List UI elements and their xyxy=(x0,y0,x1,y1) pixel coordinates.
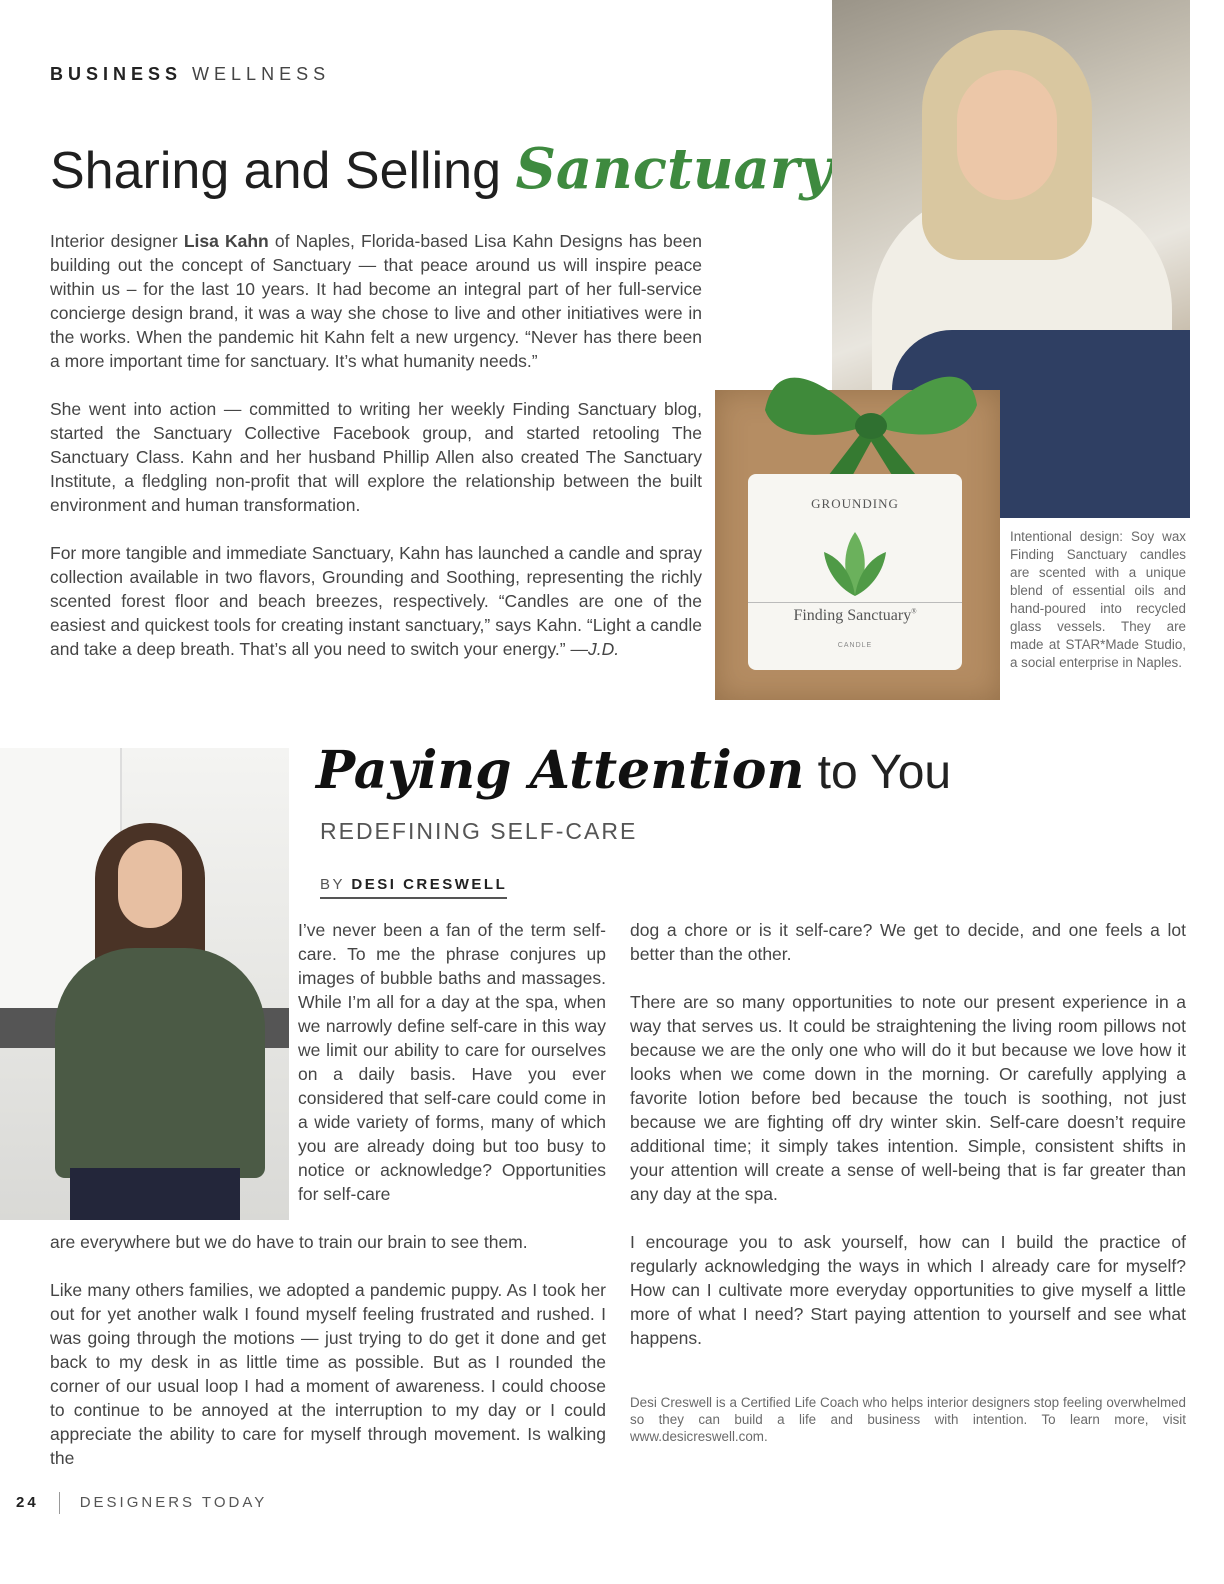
article2-paragraph-2: Like many others families, we adopted a pandemic puppy. As I took her out for yet another walk I found myself feeling frustrated and rushed. I was going through the motions — just trying to do get it done and get back to my desk in as little time as possible. But as I rounded the corner of our usual loop I had a moment of awareness. I could choose to continue to be annoyed at the interruption to my day or I could appreciate the ability to care for myself through movement. Is walking the xyxy=(50,1280,606,1468)
article2-title-script: Paying Attention xyxy=(316,740,805,801)
photo2-face xyxy=(118,840,182,928)
article2-col1-text xyxy=(50,1230,606,1494)
byline-prefix: BY xyxy=(320,876,352,893)
section-kicker xyxy=(50,64,330,85)
photo2-sweater xyxy=(55,948,265,1178)
candle-box-label xyxy=(748,474,962,670)
kicker-light: WELLNESS xyxy=(192,64,331,84)
footer-divider xyxy=(59,1492,60,1514)
article2-title-plain: to You xyxy=(804,746,952,799)
article2-paragraph-5: I encourage you to ask yourself, how can I build the practice of regularly acknowledging the ways in which I already care for myself? How can I cultivate more everyday opportunities to give myself a little more of what I need? Start paying attention to yourself and see what happens. xyxy=(630,1232,1186,1348)
byline-author: DESI CRESWELL xyxy=(351,876,508,893)
photo2-pants xyxy=(70,1168,240,1220)
photo-face xyxy=(957,70,1057,200)
author-bio: Desi Creswell is a Certified Life Coach who helps interior designers stop feeling overwhelmed so they can build a life and business with intention. To learn more, visit www.desicreswell.com. xyxy=(630,1395,1186,1444)
article2-byline xyxy=(320,876,507,899)
article2-paragraph-1-start: I’ve never been a fan of the term self-care. To me the phrase conjures up images of bubble baths and massages. While I’m all for a day at the spa, when we narrowly define self-care in this way we limit our ability to care for ourselves on a daily basis. Have you ever considered that self-care could come in a wide variety of forms, many of which you are already doing but too busy to notice or acknowledge? Opportunities for self-care xyxy=(298,920,606,1204)
article1-p1-name: Lisa Kahn xyxy=(183,231,269,251)
candle-box-photo xyxy=(715,390,1000,700)
article1-title-script: Sanctuary xyxy=(515,136,832,202)
article1-p3-text: For more tangible and immediate Sanctuary, Kahn has launched a candle and spray collection available in two flavors, Grounding and Soothing, representing the richly scented forest floor and beach breezes, respectively. “Candles are one of the easiest and quickest tools for creating instant sanctuary,” says Kahn. “Light a candle and take a deep breath. That’s all you need to switch your energy.” xyxy=(50,543,702,659)
label-registered-mark: ® xyxy=(911,607,917,616)
kicker-bold: BUSINESS xyxy=(50,64,183,84)
label-grounding: GROUNDING xyxy=(811,496,899,511)
article1-title-plain: Sharing and Selling xyxy=(50,142,516,200)
article2-col1-wrap-text xyxy=(298,918,606,1206)
photo-caption: Intentional design: Soy wax Finding Sanctuary candles are scented with a unique blend of essential oils and hand-poured into recycled glass vessels. They are made at STAR*Made Studio, a social enterprise in Naples. xyxy=(1010,529,1186,670)
label-brand-text: Finding Sanctuary xyxy=(793,607,912,624)
article2-subhead: REDEFINING SELF-CARE xyxy=(320,818,638,844)
article1-p1-text-b: of Naples, Florida-based Lisa Kahn Designs has been building out the concept of Sanctuary — that peace around us will inspire peace within us – for the last 10 years. It had become an integral part of her full-service concierge design brand, it was a way she chose to live and other initiatives were in the works. When the pandemic hit Kahn felt a new urgency. “Never has there been a more important time for sanctuary. It’s what humanity needs.” xyxy=(50,231,702,371)
article2-paragraph-1-end: are everywhere but we do have to train our brain to see them. xyxy=(50,1232,528,1252)
green-ribbon-bow xyxy=(755,330,985,480)
article2-paragraph-3: dog a chore or is it self-care? We get to decide, and one feels a lot better than the other. xyxy=(630,920,1186,964)
article1-paragraph-3 xyxy=(50,541,702,661)
article2-paragraph-4: There are so many opportunities to note our present experience in a way that serves us. It could be straightening the living room pillows not because we are the only one who will do it but because we love how it looks when we come down in the morning. Or carefully applying a favorite lotion before bed because the touch is soothing, not just because we are fighting off dry winter skin. Self-care doesn’t require additional time; it simply takes intention. Simple, consistent shifts in your attention will create a sense of well-being that is far greater than any day at the spa. xyxy=(630,992,1186,1204)
article2-title xyxy=(316,740,951,801)
article2-col2-text xyxy=(630,918,1186,1374)
page-number: 24 xyxy=(16,1493,39,1511)
article1-paragraph-1 xyxy=(50,229,702,373)
article1-body xyxy=(50,229,702,685)
article1-paragraph-2: She went into action — committed to writing her weekly Finding Sanctuary blog, started the Sanctuary Collective Facebook group, and started retooling The Sanctuary Class. Kahn and her husband Phillip Allen also created The Sanctuary Institute, a fledgling non-profit that will explore the relationship between the built environment and human transformation. xyxy=(50,399,702,515)
page-footer xyxy=(16,1492,267,1514)
article1-signature: —J.D. xyxy=(570,639,620,659)
publication-name: DESIGNERS TODAY xyxy=(79,1493,268,1511)
lotus-leaf-icon xyxy=(820,530,890,600)
desi-creswell-photo xyxy=(0,748,289,1220)
article1-title xyxy=(50,136,832,202)
label-candle: CANDLE xyxy=(837,642,873,649)
label-brand xyxy=(748,602,962,625)
article1-p1-text-a: Interior designer xyxy=(50,231,184,251)
